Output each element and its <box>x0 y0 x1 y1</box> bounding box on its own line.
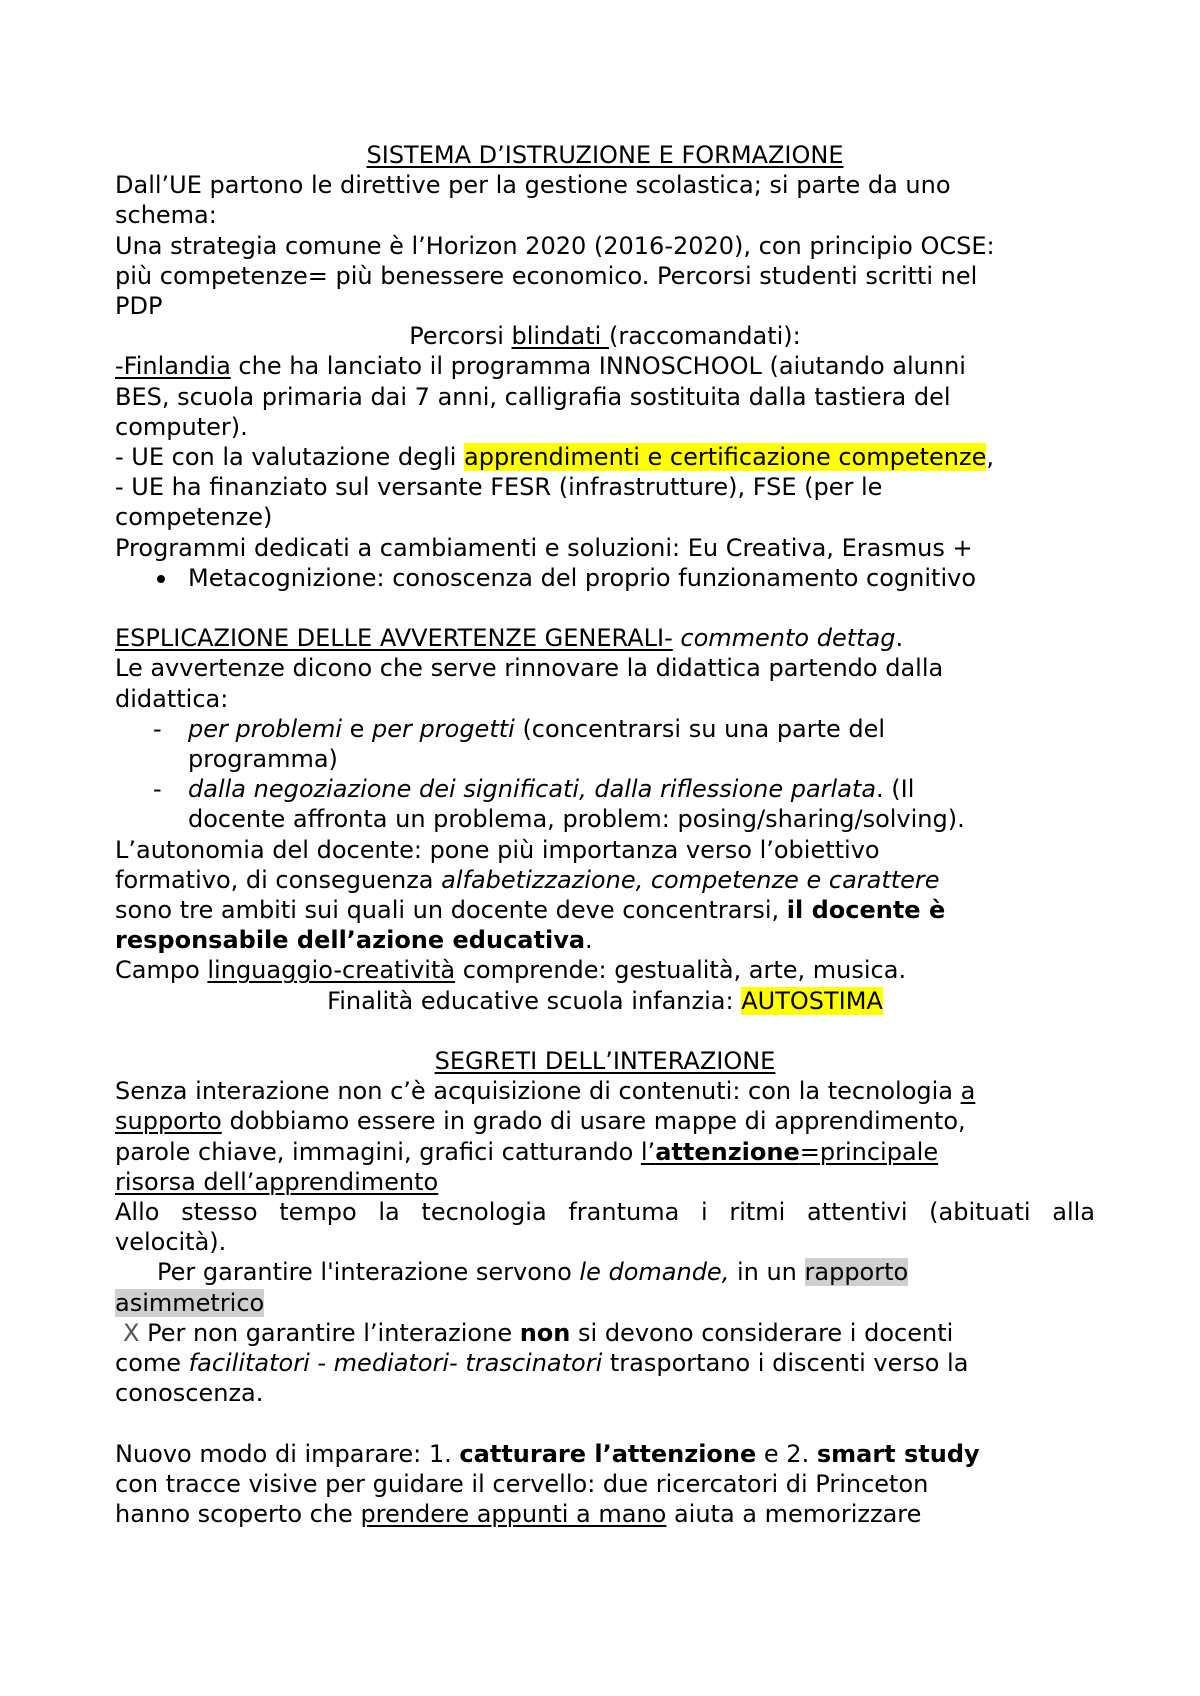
paragraph-line: come facilitatori - mediatori- trascinatori trasportano i discenti verso la <box>115 1349 969 1378</box>
paragraph-line: Per garantire l'interazione servono le domande, in un rapporto <box>157 1258 909 1287</box>
paragraph-line: risorsa dell’apprendimento <box>115 1167 439 1196</box>
paragraph-line: più competenze= più benessere economico. Percorsi studenti scritti nel <box>115 261 978 290</box>
paragraph-line: Senza interazione non c’è acquisizione di contenuti: con la tecnologia a <box>115 1077 976 1106</box>
spacer <box>115 593 1095 623</box>
paragraph-line: velocità). <box>115 1228 227 1257</box>
paragraph-line: - UE ha finanziato sul versante FESR (infrastrutture), FSE (per le <box>115 473 883 502</box>
paragraph-line: competenze) <box>115 503 273 532</box>
paragraph-line: L’autonomia del docente: pone più importanza verso l’obiettivo <box>115 835 880 864</box>
gray-highlight: rapporto <box>804 1258 909 1287</box>
paragraph-line: PDP <box>115 292 163 321</box>
spacer <box>115 1016 1095 1046</box>
paragraph-line: X Per non garantire l’interazione non si devono considerare i docenti <box>123 1318 954 1347</box>
paragraph-line: Nuovo modo di imparare: 1. catturare l’attenzione e 2. smart study <box>115 1439 980 1468</box>
gray-highlight: asimmetrico <box>115 1288 265 1317</box>
bullet-item: Metacognizione: conoscenza del proprio funzionamento cognitivo <box>115 563 1095 593</box>
paragraph-line: hanno scoperto che prendere appunti a mano aiuta a memorizzare <box>115 1500 922 1529</box>
document-page <box>115 140 1095 1529</box>
paragraph-line: parole chiave, immagini, grafici catturando l’attenzione=principale <box>115 1137 939 1166</box>
paragraph-line: didattica: <box>115 684 229 713</box>
paragraph-line: Una strategia comune è l’Horizon 2020 (2016-2020), con principio OCSE: <box>115 231 995 260</box>
paragraph-line: BES, scuola primaria dai 7 anni, calligrafia sostituita dalla tastiera del <box>115 382 951 411</box>
dash-list-item-cont: programma) <box>188 745 338 774</box>
spacer <box>115 1409 1095 1439</box>
paragraph-line: Programmi dedicati a cambiamenti e soluzioni: Eu Creativa, Erasmus + <box>115 533 973 562</box>
dash-list-item: - dalla negoziazione dei significati, dalla riflessione parlata. (Il <box>153 775 915 804</box>
yellow-highlight: apprendimenti e certificazione competenze <box>464 443 987 472</box>
paragraph-line-justified: Allo stesso tempo la tecnologia frantuma i ritmi attentivi (abituati alla <box>115 1198 1095 1227</box>
paragraph-line: conoscenza. <box>115 1379 264 1408</box>
paragraph-line: supporto dobbiamo essere in grado di usare mappe di apprendimento, <box>115 1107 966 1136</box>
paragraph-line: formativo, di conseguenza alfabetizzazione, competenze e carattere <box>115 865 940 894</box>
bullet-icon <box>157 575 165 583</box>
paragraph-line: con tracce visive per guidare il cervello: due ricercatori di Princeton <box>115 1469 929 1498</box>
paragraph-line: Campo linguaggio-creatività comprende: gestualità, arte, musica. <box>115 956 907 985</box>
paragraph-line: sono tre ambiti sui quali un docente deve concentrarsi, il docente è <box>115 896 946 925</box>
dash-marker: - <box>153 775 162 804</box>
dash-list-item: - per problemi e per progetti (concentrarsi su una parte del <box>153 714 886 743</box>
dash-list-item-cont: docente affronta un problema, problem: posing/sharing/solving). <box>188 805 965 834</box>
paragraph-line: schema: <box>115 201 217 230</box>
section-title-esplicazione: ESPLICAZIONE DELLE AVVERTENZE GENERALI- commento dettag. <box>115 624 904 653</box>
dash-marker: - <box>153 714 162 743</box>
paragraph-line: Dall’UE partono le direttive per la gestione scolastica; si parte da uno <box>115 171 951 200</box>
paragraph-line <box>115 1288 1095 1318</box>
paragraph-line: Le avvertenze dicono che serve rinnovare la didattica partendo dalla <box>115 654 944 683</box>
paragraph-line: computer). <box>115 412 248 441</box>
x-mark-icon: X <box>123 1318 140 1347</box>
finlandia-term: -Finlandia <box>115 352 231 381</box>
yellow-highlight: AUTOSTIMA <box>741 986 883 1015</box>
section-title-segreti: SEGRETI DELL’INTERAZIONE <box>434 1047 776 1076</box>
paragraph-line: -Finlandia che ha lanciato il programma INNOSCHOOL (aiutando alunni <box>115 352 966 381</box>
section-title-sistema: SISTEMA D’ISTRUZIONE E FORMAZIONE <box>366 141 844 169</box>
paragraph-line: - UE con la valutazione degli apprendimenti e certificazione competenze, <box>115 443 995 472</box>
finalita-line: Finalità educative scuola infanzia: AUTOSTIMA <box>327 986 883 1015</box>
paragraph-line: responsabile dell’azione educativa. <box>115 926 593 955</box>
percorsi-heading: Percorsi blindati (raccomandati): <box>409 322 801 351</box>
